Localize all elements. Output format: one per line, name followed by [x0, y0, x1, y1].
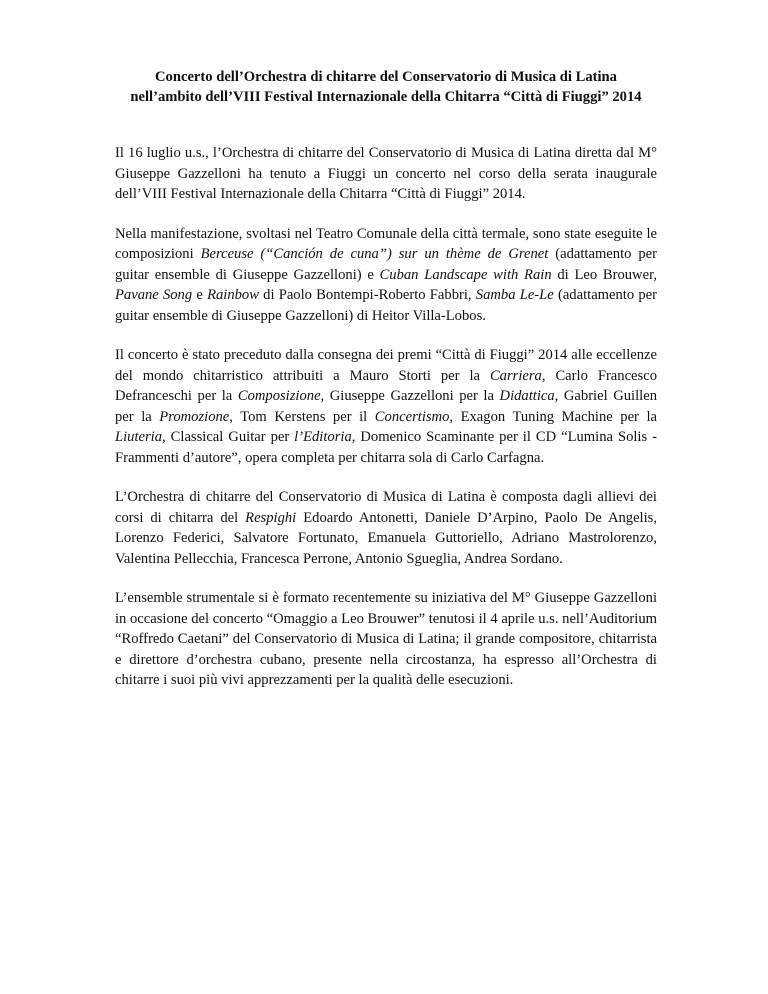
paragraph-ensemble: L’ensemble strumentale si è formato recentemente su iniziativa del M° Giuseppe Gazzelloni in occasione del concerto “Omaggio a Leo Brouwer” tenutosi il 4 aprile u.s. nell’Auditorium “Roffredo Caetani” del Conservatorio di Musica di Latina; il grande compositore, chitarrista e direttore d’orchestra cubano, presente nella circostanza, ha espresso all’Orchestra di chitarre i suoi più vivi apprezzamenti per la qualità delle esecuzioni. — [115, 590, 657, 688]
paragraph-intro: Il 16 luglio u.s., l’Orchestra di chitarre del Conservatorio di Musica di Latina diretta dal M° Giuseppe Gazzelloni ha tenuto a Fiuggi un concerto nel corso della serata inaugurale dell’VIII Festival Internazionale della Chitarra “Città di Fiuggi” 2014. — [115, 145, 657, 202]
title-line-1: Concerto dell’Orchestra di chitarre del Conservatorio di Musica di Latina — [155, 69, 617, 85]
award-liuteria: Liuteria — [115, 429, 163, 445]
award-concertismo: Concertismo — [374, 408, 450, 425]
text-run: , Classical Guitar per — [162, 429, 295, 445]
work-title-rainbow: Rainbow — [207, 287, 259, 303]
text-run: Il concerto è stato preceduto dalla consegna dei premi “Città di Fiuggi” 2014 alle eccellenze del mondo chitarristico attribuiti a Mauro Storti per la — [115, 347, 657, 384]
work-title-berceuse: Berceuse (“Canción de cuna”) sur un thème de Grenet — [200, 246, 549, 262]
text-run: di Paolo Bontempi-Roberto Fabbri, — [258, 287, 476, 303]
work-title-cuban-landscape: Cuban Landscape with Rain — [379, 266, 552, 283]
text-run: , Exagon Tuning Machine per la — [449, 408, 657, 425]
award-editoria: l’Editoria — [294, 429, 352, 445]
text-run: , Carlo Francesco Defranceschi per la — [115, 367, 657, 404]
text-run: Nella manifestazione, svoltasi nel Teatro Comunale della città termale, sono state eseguite le composizioni — [115, 225, 657, 262]
paragraph-awards — [115, 345, 657, 468]
document-page — [115, 67, 657, 710]
text-run: Edoardo Antonetti, Daniele D’Arpino, Paolo De Angelis, Lorenzo Federici, Salvatore Fortunato, Emanuela Guttoriello, Adriano Mastrolorenzo, Valentina Pellecchia, Francesca Perrone, Antonio Sgueglia, Andrea Sordano. — [115, 509, 657, 567]
text-run: , Tom Kerstens per il — [229, 408, 375, 425]
title-line-2: nell’ambito dell’VIII Festival Internazionale della Chitarra “Città di Fiuggi” 2014 — [130, 89, 642, 105]
text-run: di Leo Brouwer, — [551, 266, 657, 283]
text-run: (adattamento per guitar ensemble di Giuseppe Gazzelloni) e — [115, 246, 657, 283]
work-title-pavane-song: Pavane Song — [115, 287, 193, 303]
award-carriera: Carriera — [489, 367, 542, 384]
document-title — [115, 67, 657, 107]
award-composizione: Composizione — [237, 388, 321, 404]
paragraph-program — [115, 224, 657, 327]
award-didattica: Didattica — [499, 388, 555, 404]
paragraph-members — [115, 487, 657, 569]
work-title-samba-le-le: Samba Le-Le — [475, 287, 554, 303]
text-run: , Gabriel Guillen per la — [115, 388, 657, 425]
school-respighi: Respighi — [245, 509, 297, 526]
text-run: , Domenico Scaminante per il CD “Lumina Solis - Frammenti d’autore”, opera completa per chitarra sola di Carlo Carfagna. — [115, 429, 657, 466]
text-run: L’Orchestra di chitarre del Conservatorio di Musica di Latina è composta dagli allievi dei corsi di chitarra del — [115, 489, 657, 526]
text-run: , Giuseppe Gazzelloni per la — [320, 388, 500, 404]
award-promozione: Promozione — [159, 408, 230, 425]
text-run: (adattamento per guitar ensemble di Giuseppe Gazzelloni) di Heitor Villa-Lobos. — [115, 287, 657, 324]
text-run: e — [192, 287, 208, 303]
